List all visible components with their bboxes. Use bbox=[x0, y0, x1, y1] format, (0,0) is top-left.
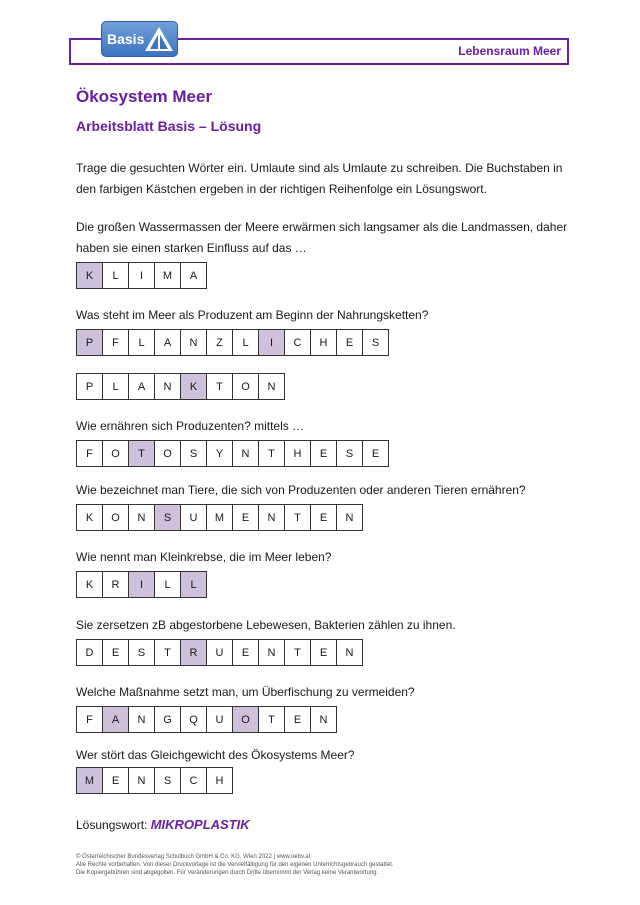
highlighted-letter-cell: K bbox=[180, 373, 207, 400]
footer-line: Die Kopiergebühren sind abgegolten. Für Veränderungen durch Dritte übernimmt der Verlag keine Verantwortung. bbox=[76, 870, 379, 876]
highlighted-letter-cell: A bbox=[102, 706, 129, 733]
footer bbox=[76, 853, 394, 877]
answer-grid bbox=[76, 440, 388, 467]
highlighted-letter-cell: L bbox=[180, 571, 207, 598]
letter-cell: N bbox=[336, 639, 363, 666]
letter-cell: I bbox=[128, 262, 155, 289]
page-subtitle: Arbeitsblatt Basis – Lösung bbox=[76, 118, 262, 134]
answer-grid bbox=[76, 373, 284, 400]
triangle-logo-icon bbox=[143, 25, 175, 53]
highlighted-letter-cell: R bbox=[180, 639, 207, 666]
letter-cell: L bbox=[232, 329, 259, 356]
letter-cell: L bbox=[102, 262, 129, 289]
letter-cell: N bbox=[180, 329, 207, 356]
letter-cell: G bbox=[154, 706, 181, 733]
letter-cell: U bbox=[206, 706, 233, 733]
letter-cell: E bbox=[310, 639, 337, 666]
letter-cell: K bbox=[76, 571, 103, 598]
letter-cell: H bbox=[284, 440, 311, 467]
letter-cell: N bbox=[310, 706, 337, 733]
letter-cell: C bbox=[284, 329, 311, 356]
highlighted-letter-cell: M bbox=[76, 767, 103, 794]
letter-cell: E bbox=[232, 504, 259, 531]
letter-cell: S bbox=[362, 329, 389, 356]
answer-grid bbox=[76, 767, 232, 794]
section-title: Lebensraum Meer bbox=[458, 44, 561, 58]
letter-cell: R bbox=[102, 571, 129, 598]
letter-cell: P bbox=[76, 373, 103, 400]
letter-cell: K bbox=[76, 504, 103, 531]
letter-cell: O bbox=[154, 440, 181, 467]
letter-cell: F bbox=[76, 706, 103, 733]
question-line: Wer stört das Gleichgewicht des Ökosystems Meer? bbox=[76, 748, 355, 762]
letter-cell: E bbox=[284, 706, 311, 733]
question-text bbox=[76, 745, 576, 766]
letter-cell: F bbox=[102, 329, 129, 356]
letter-cell: Z bbox=[206, 329, 233, 356]
letter-cell: E bbox=[336, 329, 363, 356]
letter-cell: Q bbox=[180, 706, 207, 733]
solution-word: MIKROPLASTIK bbox=[150, 817, 250, 832]
letter-cell: C bbox=[180, 767, 207, 794]
question-line: Die großen Wassermassen der Meere erwärmen sich langsamer als die Landmassen, daher bbox=[76, 220, 568, 234]
letter-cell: T bbox=[284, 504, 311, 531]
highlighted-letter-cell: O bbox=[232, 706, 259, 733]
letter-cell: S bbox=[180, 440, 207, 467]
letter-cell: M bbox=[154, 262, 181, 289]
logo-text: Basis bbox=[107, 31, 145, 47]
letter-cell: H bbox=[310, 329, 337, 356]
letter-cell: A bbox=[128, 373, 155, 400]
solution-label: Lösungswort: bbox=[76, 818, 148, 832]
answer-grid bbox=[76, 262, 206, 289]
letter-cell: S bbox=[336, 440, 363, 467]
question-text bbox=[76, 682, 576, 703]
answer-grid bbox=[76, 329, 388, 356]
letter-cell: D bbox=[76, 639, 103, 666]
answer-grid bbox=[76, 571, 206, 598]
letter-cell: T bbox=[284, 639, 311, 666]
letter-cell: U bbox=[180, 504, 207, 531]
letter-cell: Y bbox=[206, 440, 233, 467]
letter-cell: N bbox=[258, 373, 285, 400]
letter-cell: L bbox=[154, 571, 181, 598]
page-title: Ökosystem Meer bbox=[76, 87, 213, 106]
question-text bbox=[76, 615, 576, 636]
highlighted-letter-cell: P bbox=[76, 329, 103, 356]
question-line: haben sie einen starken Einfluss auf das … bbox=[76, 241, 307, 255]
letter-cell: E bbox=[232, 639, 259, 666]
question-line: Wie nennt man Kleinkrebse, die im Meer leben? bbox=[76, 550, 332, 564]
letter-cell: N bbox=[232, 440, 259, 467]
question-text bbox=[76, 547, 576, 568]
letter-cell: S bbox=[128, 639, 155, 666]
highlighted-letter-cell: S bbox=[154, 504, 181, 531]
letter-cell: S bbox=[154, 767, 181, 794]
highlighted-letter-cell: I bbox=[128, 571, 155, 598]
footer-line: Alle Rechte vorbehalten. Von dieser Druckvorlage ist die Vervielfältigung für den eigenen Unterrichtsgebrauch gestattet. bbox=[76, 862, 394, 868]
basis-logo bbox=[101, 21, 178, 57]
intro-text bbox=[76, 158, 576, 200]
question-line: Was steht im Meer als Produzent am Beginn der Nahrungsketten? bbox=[76, 308, 429, 322]
letter-cell: T bbox=[154, 639, 181, 666]
letter-cell: E bbox=[362, 440, 389, 467]
letter-cell: N bbox=[258, 504, 285, 531]
question-line: Wie bezeichnet man Tiere, die sich von Produzenten oder anderen Tieren ernähren? bbox=[76, 483, 526, 497]
letter-cell: N bbox=[154, 373, 181, 400]
answer-grid bbox=[76, 706, 336, 733]
solution-line bbox=[76, 817, 250, 832]
letter-cell: O bbox=[102, 440, 129, 467]
letter-cell: F bbox=[76, 440, 103, 467]
highlighted-letter-cell: I bbox=[258, 329, 285, 356]
intro-line: Trage die gesuchten Wörter ein. Umlaute sind als Umlaute zu schreiben. Die Buchstaben in bbox=[76, 161, 563, 175]
question-line: Wie ernähren sich Produzenten? mittels … bbox=[76, 419, 305, 433]
question-text bbox=[76, 480, 576, 501]
letter-cell: M bbox=[206, 504, 233, 531]
intro-line: den farbigen Kästchen ergeben in der richtigen Reihenfolge ein Lösungswort. bbox=[76, 182, 487, 196]
letter-cell: O bbox=[232, 373, 259, 400]
letter-cell: U bbox=[206, 639, 233, 666]
answer-grid bbox=[76, 639, 362, 666]
letter-cell: A bbox=[180, 262, 207, 289]
letter-cell: N bbox=[258, 639, 285, 666]
letter-cell: L bbox=[102, 373, 129, 400]
letter-cell: T bbox=[206, 373, 233, 400]
highlighted-letter-cell: K bbox=[76, 262, 103, 289]
letter-cell: N bbox=[128, 767, 155, 794]
highlighted-letter-cell: T bbox=[128, 440, 155, 467]
letter-cell: H bbox=[206, 767, 233, 794]
letter-cell: A bbox=[154, 329, 181, 356]
question-text bbox=[76, 217, 576, 259]
letter-cell: E bbox=[102, 639, 129, 666]
letter-cell: L bbox=[128, 329, 155, 356]
letter-cell: T bbox=[258, 706, 285, 733]
answer-grid bbox=[76, 504, 362, 531]
letter-cell: O bbox=[102, 504, 129, 531]
question-line: Welche Maßnahme setzt man, um Überfischung zu vermeiden? bbox=[76, 685, 415, 699]
letter-cell: N bbox=[336, 504, 363, 531]
letter-cell: N bbox=[128, 706, 155, 733]
letter-cell: N bbox=[128, 504, 155, 531]
question-line: Sie zersetzen zB abgestorbene Lebewesen, Bakterien zählen zu ihnen. bbox=[76, 618, 456, 632]
letter-cell: E bbox=[310, 504, 337, 531]
letter-cell: E bbox=[310, 440, 337, 467]
letter-cell: T bbox=[258, 440, 285, 467]
footer-line: © Österreichischer Bundesverlag Schulbuch GmbH & Co. KG, Wien 2022 | www.oebv.at bbox=[76, 854, 311, 860]
question-text bbox=[76, 416, 576, 437]
question-text bbox=[76, 305, 576, 326]
letter-cell: E bbox=[102, 767, 129, 794]
